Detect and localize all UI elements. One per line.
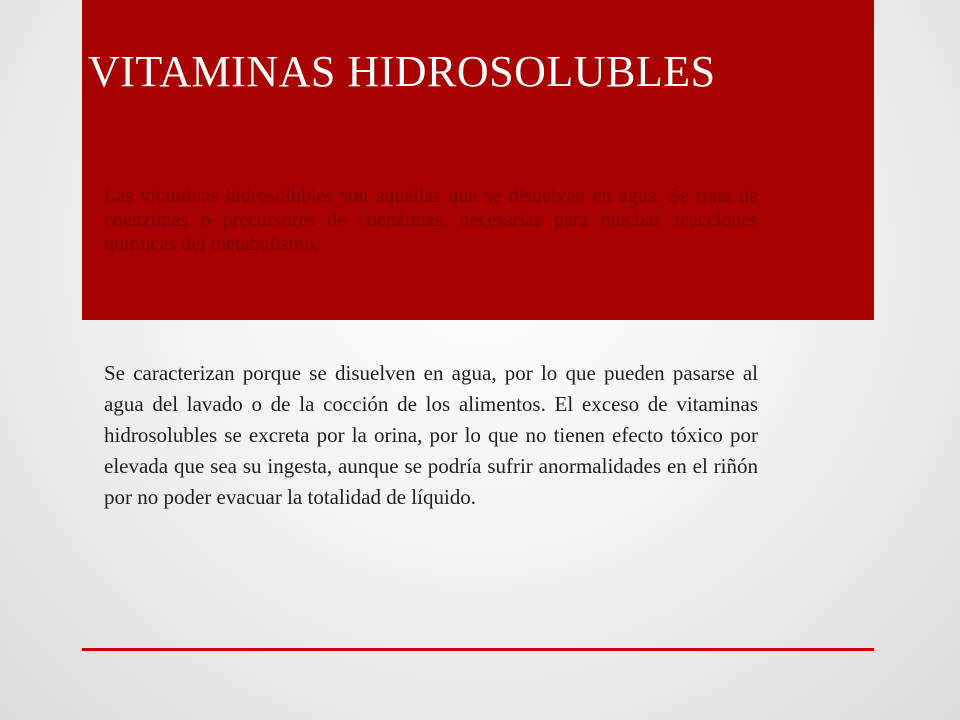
bottom-divider xyxy=(82,648,874,651)
slide-title: VITAMINAS HIDROSOLUBLES xyxy=(88,47,716,96)
intro-paragraph: Las vitaminas hidrosolubles son aquellas que se disuelven en agua. Se trata de coenzimas o precursores de coenzimas, necesarias para muchas reacciones químicas del metabolismo. xyxy=(104,185,758,255)
body-paragraph: Se caracterizan porque se disuelven en agua, por lo que pueden pasarse al agua del lavado o de la cocción de los alimentos. El exceso de vitaminas hidrosolubles se excreta por la orina, por lo que no tienen efecto tóxico por elevada que sea su ingesta, aunque se podría sufrir anormalidades en el riñón por no poder evacuar la totalidad de líquido. xyxy=(104,361,758,509)
